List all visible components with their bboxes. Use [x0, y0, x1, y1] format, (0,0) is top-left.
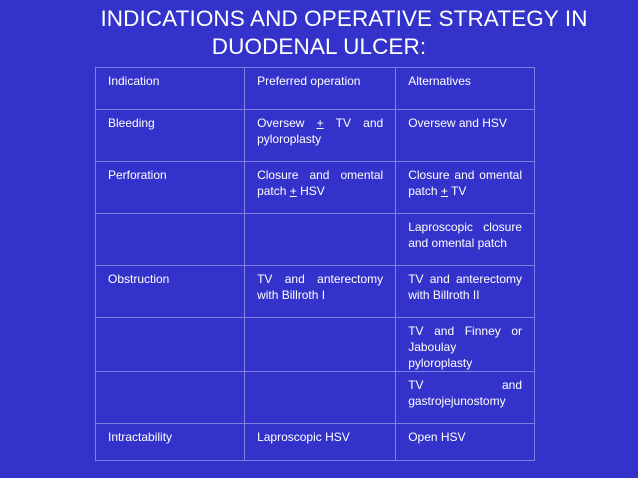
title-line-2: DUODENAL ULCER: [211, 34, 427, 59]
cell-preferred [245, 372, 396, 424]
cell-alternative: Open HSV [396, 424, 535, 461]
table-row [96, 162, 535, 214]
cell-alternative: Oversew and HSV [396, 110, 535, 162]
cell-indication: Obstruction [96, 266, 245, 318]
cell-text: Closure and omental patch [257, 168, 384, 198]
cell-text: Closure and omental patch [408, 168, 522, 198]
header-indication: Indication [96, 68, 245, 110]
operative-strategy-table [95, 67, 535, 461]
cell-text: HSV [296, 184, 325, 198]
table-header-row [96, 68, 535, 110]
cell-preferred [245, 318, 396, 372]
cell-alternative: TV and Finney or Jaboulay pyloroplasty [396, 318, 535, 372]
title-line-1: INDICATIONS AND OPERATIVE STRATEGY IN [100, 6, 588, 31]
cell-alternative: TV and anterectomy with Billroth II [396, 266, 535, 318]
cell-indication [96, 372, 245, 424]
plus-minus-symbol: + [440, 184, 448, 198]
header-alternatives: Alternatives [396, 68, 535, 110]
plus-minus-symbol: + [316, 116, 324, 130]
plus-minus-symbol: + [289, 184, 297, 198]
cell-alternative: Laproscopic closure and omental patch [396, 214, 535, 266]
table-row [96, 110, 535, 162]
cell-indication: Intractability [96, 424, 245, 461]
cell-indication: Bleeding [96, 110, 245, 162]
cell-text: TV and pyloroplasty [257, 116, 384, 146]
cell-alternative [396, 162, 535, 214]
table-row [96, 214, 535, 266]
cell-indication [96, 214, 245, 266]
cell-preferred [245, 214, 396, 266]
cell-preferred: TV and anterectomy with Billroth I [245, 266, 396, 318]
table-row [96, 318, 535, 372]
cell-preferred [245, 110, 396, 162]
cell-text: TV [447, 184, 467, 198]
cell-indication: Perforation [96, 162, 245, 214]
cell-text: Oversew [257, 116, 317, 130]
cell-preferred: Laproscopic HSV [245, 424, 396, 461]
header-preferred-operation: Preferred operation [245, 68, 396, 110]
cell-preferred [245, 162, 396, 214]
table-row [96, 372, 535, 424]
cell-alternative: TV and gastrojejunostomy [396, 372, 535, 424]
table-row [96, 424, 535, 461]
cell-indication [96, 318, 245, 372]
table-row [96, 266, 535, 318]
slide-title [0, 5, 638, 61]
